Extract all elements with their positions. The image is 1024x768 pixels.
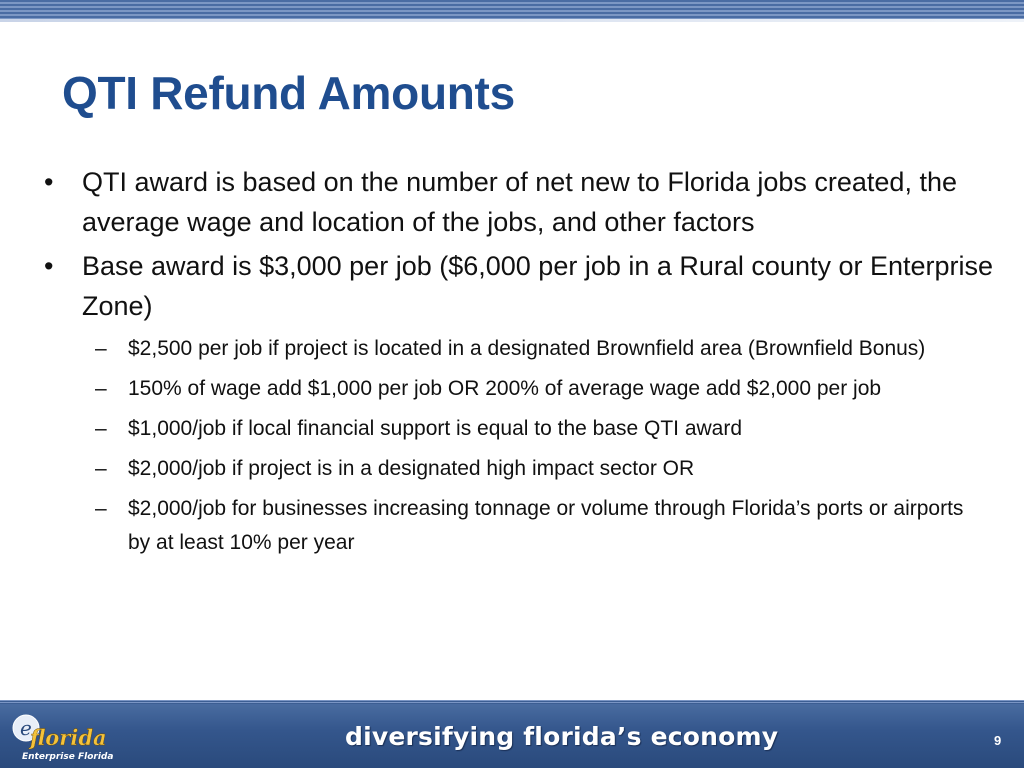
sub-bullet-text: $1,000/job if local financial support is equal to the base QTI award xyxy=(128,417,743,440)
logo-caption: Enterprise Florida xyxy=(22,752,114,762)
page-number: 9 xyxy=(994,733,1002,748)
sub-bullet-item xyxy=(95,372,1010,406)
sub-bullet-item xyxy=(95,412,1010,446)
bullet-text: Base award is $3,000 per job ($6,000 per job in a Rural county or Enterprise Zone) xyxy=(82,251,994,321)
sub-bullet-text: $2,000/job if project is in a designated high impact sector OR xyxy=(128,457,695,480)
footer-tagline: diversifying florida’s economy xyxy=(345,722,779,751)
logo-letter: e xyxy=(20,716,32,740)
sub-bullet-text: $2,500 per job if project is located in a designated Brownfield area (Brownfield Bonus) xyxy=(128,337,926,360)
sub-bullet-mark: – xyxy=(95,497,107,520)
bullet-item xyxy=(40,162,1010,242)
logo-word: florida xyxy=(30,725,107,750)
sub-bullet-item xyxy=(95,452,1010,486)
sub-bullet-text: 150% of wage add $1,000 per job OR 200% of average wage add $2,000 per job xyxy=(128,377,882,400)
enterprise-florida-logo xyxy=(8,708,114,764)
slide-content xyxy=(40,162,1010,560)
slide-title: QTI Refund Amounts xyxy=(62,67,515,119)
sub-bullet-item xyxy=(95,492,1010,560)
bullet-text: QTI award is based on the number of net new to Florida jobs created, the average wage and location of the jobs, and other factors xyxy=(82,167,957,237)
bullet-mark: • xyxy=(44,251,54,281)
sub-bullet-mark: – xyxy=(95,337,107,360)
top-decorative-band xyxy=(0,0,1024,22)
bullet-item xyxy=(40,246,1010,326)
sub-bullet-mark: – xyxy=(95,457,107,480)
sub-bullet-mark: – xyxy=(95,377,107,400)
sub-bullet-text: $2,000/job for businesses increasing tonnage or volume through Florida’s ports or airports by at least 10% per year xyxy=(128,497,964,554)
sub-bullet-mark: – xyxy=(95,417,107,440)
sub-bullet-item xyxy=(95,332,1010,366)
bullet-mark: • xyxy=(44,167,54,197)
